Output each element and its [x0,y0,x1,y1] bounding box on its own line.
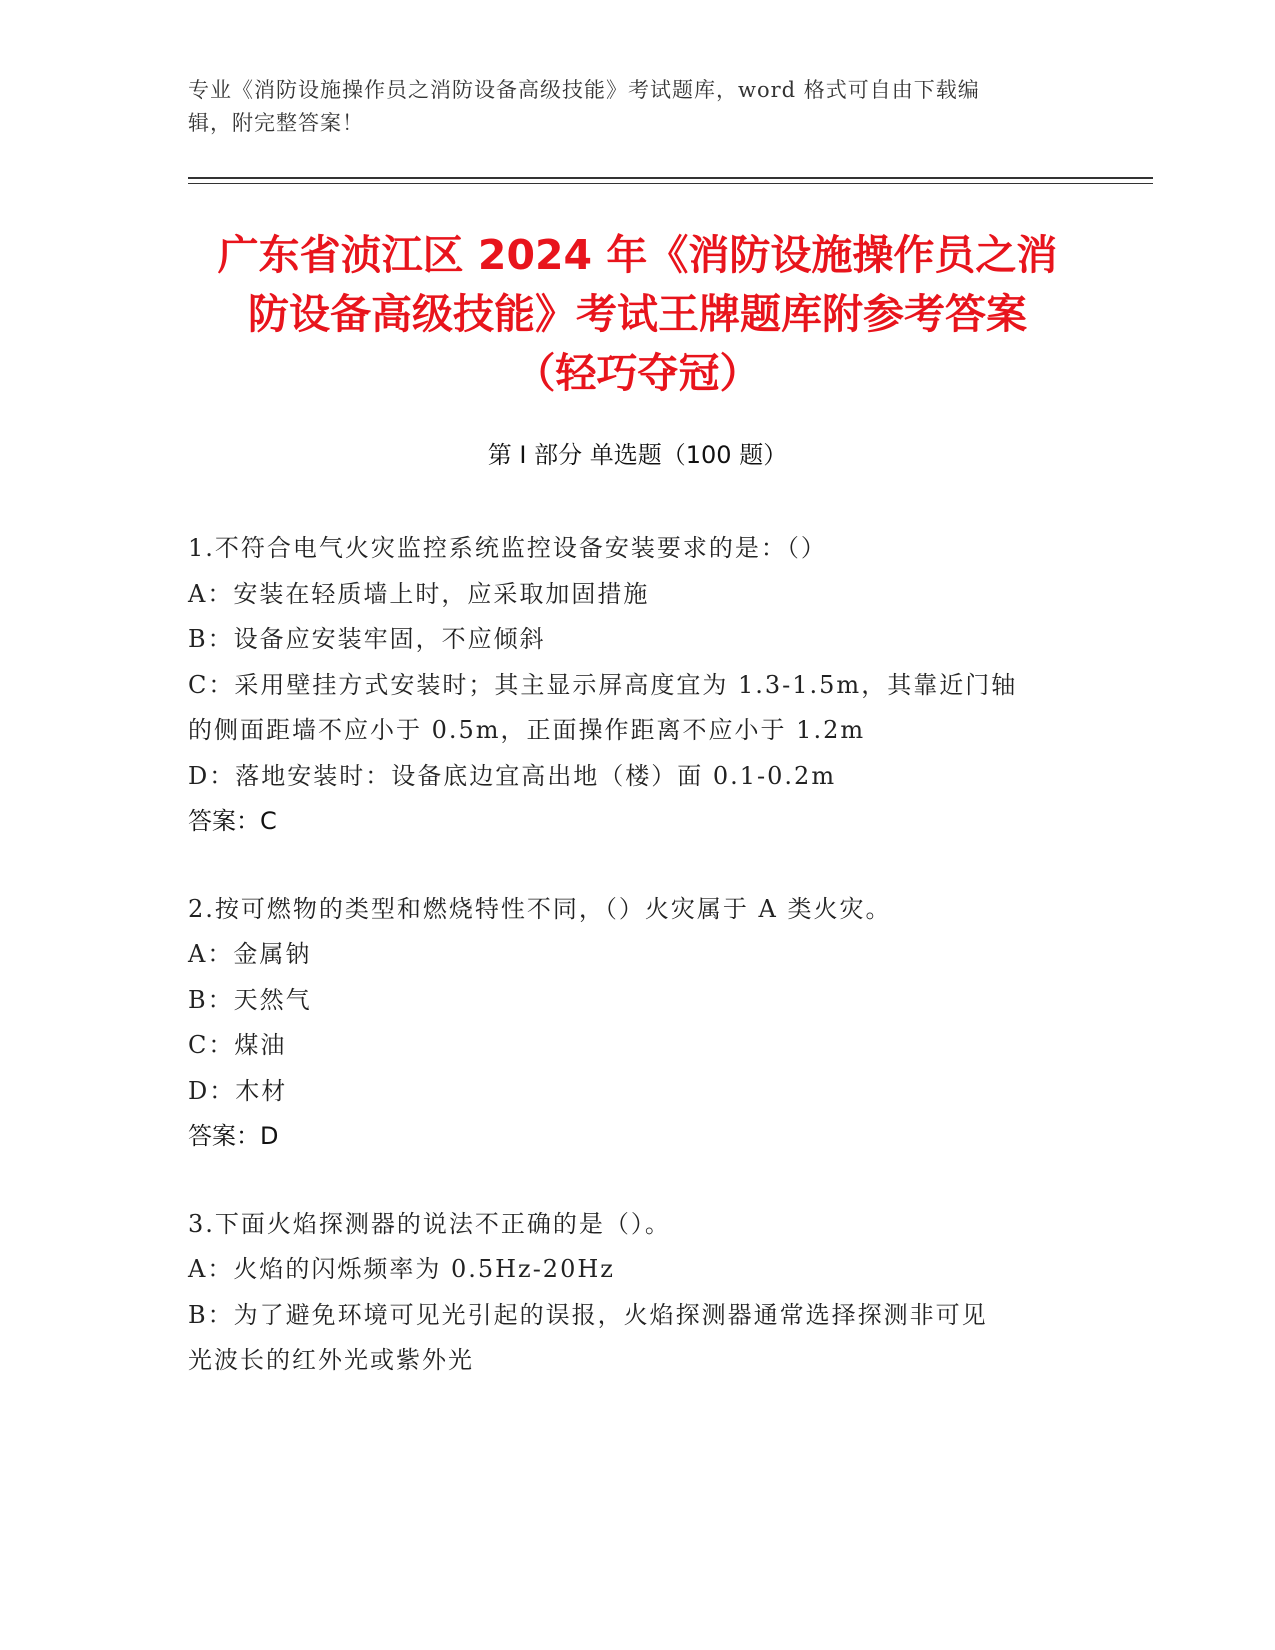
question-1-stem: 1.不符合电气火灾监控系统监控设备安装要求的是：（） [188,534,827,562]
document-title [150,226,1125,403]
question-2-stem: 2.按可燃物的类型和燃烧特性不同，（）火灾属于 A 类火灾。 [188,894,892,923]
question-2-option-a: A：金属钠 [188,940,312,968]
header-divider-thick [188,177,1153,179]
header-note-line-2: 辑，附完整答案！ [188,111,364,135]
question-2-answer: 答案：D [188,1122,279,1150]
question-list [188,526,1088,1426]
header-divider-thin [188,183,1153,184]
question-2 [188,887,1088,1160]
question-2-option-c: C：煤油 [188,1031,287,1059]
question-3-option-a: A：火焰的闪烁频率为 0.5Hz-20Hz [188,1255,615,1283]
question-3-option-b: B：为了避免环境可见光引起的误报，火焰探测器通常选择探测非可见 [188,1300,988,1329]
question-3-option-b-continued: 光波长的红外光或紫外光 [188,1346,474,1374]
section-heading: 第 I 部分 单选题（100 题） [487,441,788,469]
question-3 [188,1202,1088,1384]
question-2-option-b: B：天然气 [188,985,312,1014]
question-1-option-a: A：安装在轻质墙上时，应采取加固措施 [188,579,650,608]
question-1-option-d: D：落地安装时：设备底边宜高出地（楼）面 0.1-0.2m [188,761,837,790]
header-note [188,74,1088,140]
question-2-option-d: D：木材 [188,1076,288,1105]
question-3-stem: 3.下面火焰探测器的说法不正确的是（）。 [188,1209,671,1238]
question-1-answer: 答案：C [188,807,277,835]
document-title-line-1: 广东省浈江区 2024 年《消防设施操作员之消 [217,231,1058,279]
question-1-option-c-continued: 的侧面距墙不应小于 0.5m，正面操作距离不应小于 1.2m [188,716,866,744]
question-1 [188,526,1088,845]
question-1-option-b: B：设备应安装牢固，不应倾斜 [188,625,546,653]
document-title-line-2: 防设备高级技能》考试王牌题库附参考答案 [248,290,1027,338]
document-title-line-3: （轻巧夺冠） [514,349,761,397]
question-1-option-c: C：采用壁挂方式安装时；其主显示屏高度宜为 1.3-1.5m，其靠近门轴 [188,670,1018,699]
header-note-line-1: 专业《消防设施操作员之消防设备高级技能》考试题库，word 格式可自由下载编 [188,78,980,102]
